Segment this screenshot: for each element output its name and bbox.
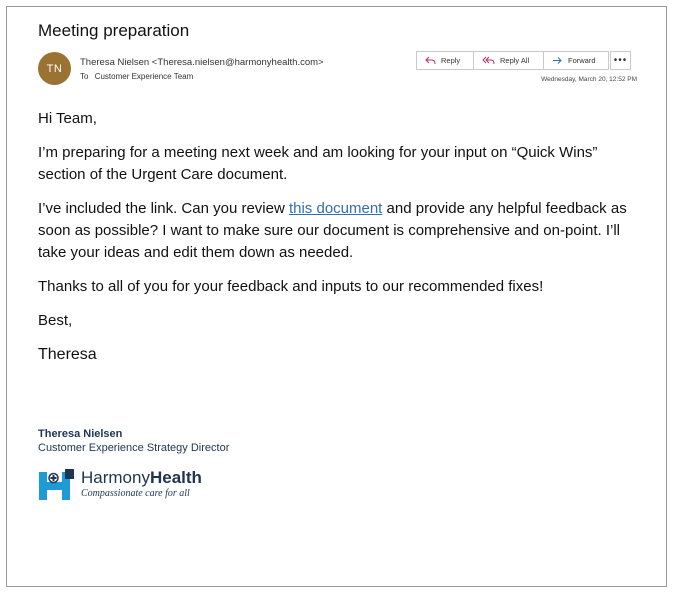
paragraph-2-lead: I’ve included the link. Can you review xyxy=(38,200,289,217)
body-paragraph-3: Thanks to all of you for your feedback and inputs to our recommended fixes! xyxy=(38,278,544,295)
logo-wordmark xyxy=(81,468,202,488)
email-subject: Meeting preparation xyxy=(38,21,190,40)
body-paragraph-2 xyxy=(38,198,638,264)
company-logo xyxy=(38,469,202,501)
forward-label: Forward xyxy=(568,56,596,65)
more-options-button[interactable]: ••• xyxy=(610,51,631,70)
logo-text xyxy=(81,468,202,499)
forward-icon xyxy=(552,56,563,65)
paragraph-2-tail: and provide any helpful feedback as soon as possible? I want to make sure our document is comprehensive and on-point. I’ll take your ideas and edit them down as needed. xyxy=(38,200,627,261)
recipient-line xyxy=(80,72,193,81)
forward-button[interactable] xyxy=(544,51,609,70)
message-timestamp: Wednesday, March 20, 12:52 PM xyxy=(541,76,637,83)
logo-word-bold: Health xyxy=(149,468,202,487)
reply-button[interactable] xyxy=(416,51,474,70)
reply-label: Reply xyxy=(441,56,461,65)
closing: Best, xyxy=(38,312,73,329)
reply-all-button[interactable] xyxy=(474,51,544,70)
reply-icon xyxy=(425,56,436,65)
reply-all-icon xyxy=(482,56,495,65)
sender-address[interactable]: Theresa Nielsen <Theresa.nielsen@harmonyhealth.com> xyxy=(80,57,324,68)
harmony-health-logo-icon xyxy=(38,469,74,501)
document-link[interactable]: this document xyxy=(288,200,383,217)
avatar[interactable]: TN xyxy=(38,52,71,85)
body-paragraph-1: I’m preparing for a meeting next week and am looking for your input on “Quick Wins” section of the Urgent Care document. xyxy=(38,144,598,183)
signature-name: Theresa Nielsen xyxy=(38,428,123,440)
signature-block xyxy=(38,428,229,454)
logo-tagline: Compassionate care for all xyxy=(81,488,190,499)
logo-word-regular: Harmony xyxy=(81,468,150,487)
message-body xyxy=(38,108,638,378)
message-actions xyxy=(416,51,609,70)
to-label: To xyxy=(80,72,89,81)
greeting: Hi Team, xyxy=(38,110,97,127)
reply-all-label: Reply All xyxy=(500,56,530,65)
recipients[interactable]: Customer Experience Team xyxy=(94,72,194,81)
signature-title: Customer Experience Strategy Director xyxy=(38,442,230,454)
signoff-name: Theresa xyxy=(38,346,97,363)
